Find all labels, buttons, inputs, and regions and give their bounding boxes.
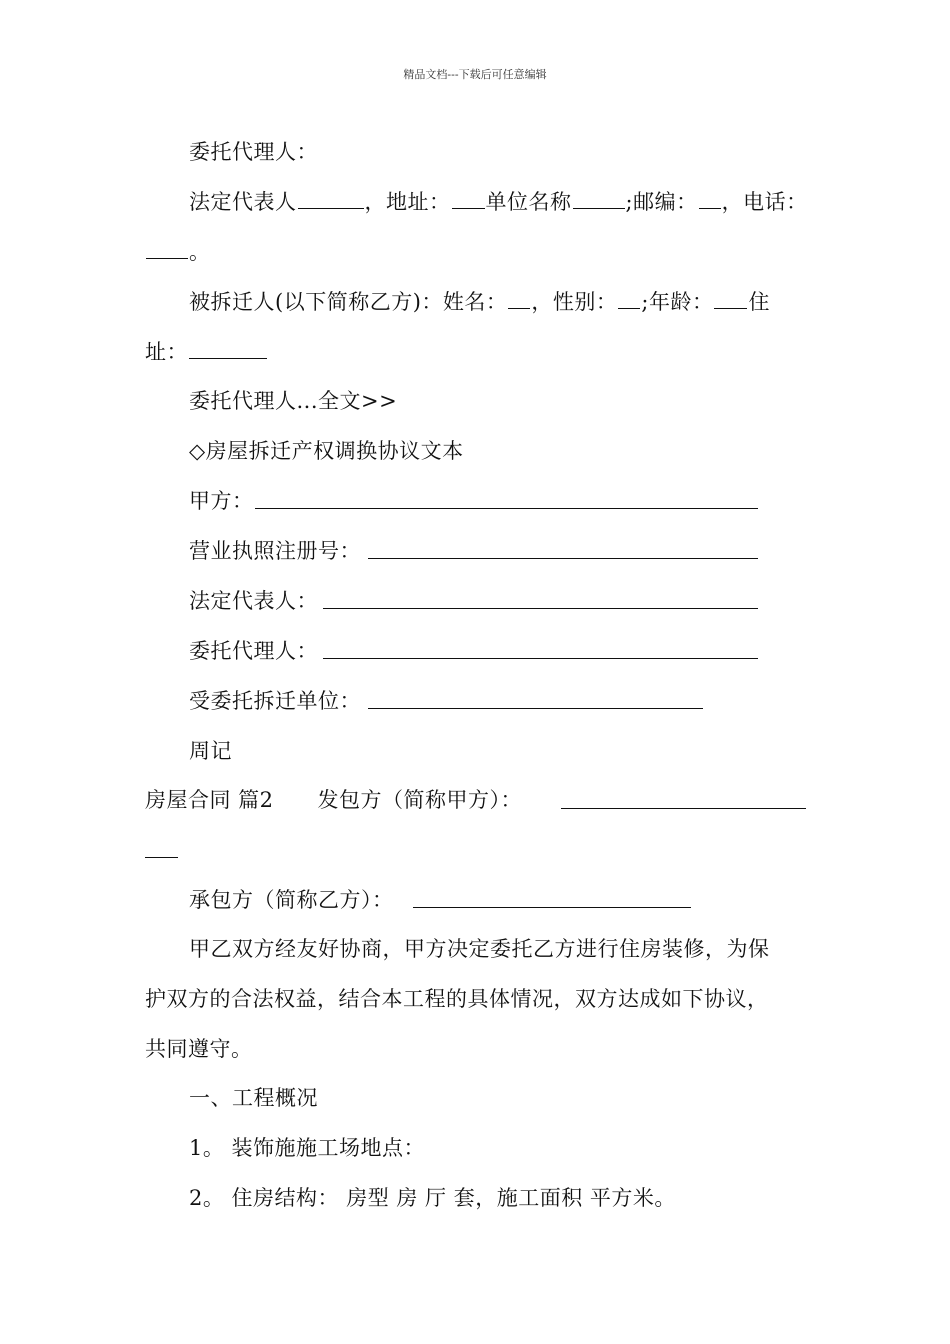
- age-label: ;年龄：: [641, 290, 714, 314]
- section-item-2-line: [189, 1184, 676, 1212]
- name-blank: [508, 290, 530, 309]
- legal-rep-blank: [298, 190, 364, 209]
- party-a-line: [189, 487, 254, 515]
- employer-label: 发包方（简称甲方）：: [317, 788, 523, 812]
- contract-title: 房屋合同 篇2: [145, 788, 274, 812]
- paragraph-line-2: [145, 985, 769, 1013]
- age-blank: [714, 290, 747, 309]
- unit-name-label: 单位名称: [485, 190, 572, 214]
- section-heading-line: [189, 1084, 318, 1112]
- license-label: 营业执照注册号：: [189, 539, 361, 563]
- section-item-2: 2。 住房结构： 房型 房 厅 套，施工面积 平方米。: [189, 1186, 676, 1210]
- weekly-note-line: [189, 737, 232, 765]
- unit-name-blank: [573, 190, 625, 209]
- relocatee-line: [189, 288, 770, 316]
- paragraph-text-3: 共同遵守。: [145, 1037, 253, 1061]
- contractor-blank: [413, 907, 691, 908]
- employer-blank: [561, 808, 806, 809]
- address-blank: [452, 190, 485, 209]
- full-text-link[interactable]: 委托代理人...全文>>: [189, 389, 398, 413]
- residence-label-part1: 住: [748, 290, 770, 314]
- agreement-title: ◇房屋拆迁产权调换协议文本: [189, 439, 464, 463]
- phone-continuation-line: [145, 238, 211, 266]
- paragraph-text-2: 护双方的合法权益，结合本工程的具体情况，双方达成如下协议，: [145, 987, 769, 1011]
- license-line: [189, 537, 361, 565]
- agreement-title-line: [189, 437, 464, 465]
- period-text: 。: [189, 240, 211, 264]
- license-blank: [368, 558, 758, 559]
- weekly-note: 周记: [189, 739, 232, 763]
- agent2-label: 委托代理人：: [189, 639, 318, 663]
- paragraph-line-1: [189, 935, 770, 963]
- residence-line: [145, 338, 268, 366]
- residence-label-part2: 址：: [145, 340, 188, 364]
- contractor-line: [189, 886, 394, 914]
- entrusted-unit-label: 受委托拆迁单位：: [189, 689, 361, 713]
- gender-blank: [618, 290, 640, 309]
- agent-label: 委托代理人：: [189, 140, 318, 164]
- agent2-line: [189, 637, 318, 665]
- postcode-blank: [699, 190, 721, 209]
- party-a-label: 甲方：: [189, 489, 254, 513]
- paragraph-text-1: 甲乙双方经友好协商，甲方决定委托乙方进行住房装修，为保: [189, 937, 770, 961]
- contractor-label: 承包方（简称乙方）：: [189, 888, 394, 912]
- contract-header-line: [145, 786, 522, 814]
- legal-rep-label: 法定代表人: [189, 190, 297, 214]
- section-item-1: 1。 装饰施施工场地点：: [189, 1136, 426, 1160]
- residence-blank: [189, 340, 267, 359]
- party-a-blank: [255, 508, 758, 509]
- page-header: 精品文档---下载后可任意编辑: [403, 68, 547, 81]
- legal-rep2-label: 法定代表人：: [189, 589, 318, 613]
- legal-rep2-line: [189, 587, 318, 615]
- postcode-label: ;邮编：: [625, 190, 698, 214]
- phone-label: ，电话：: [721, 190, 808, 214]
- paragraph-line-3: [145, 1035, 253, 1063]
- address-label: ，地址：: [364, 190, 451, 214]
- legal-rep-line: [189, 188, 808, 216]
- agent2-blank: [323, 658, 758, 659]
- gender-label: ，性别：: [531, 290, 618, 314]
- entrusted-unit-line: [189, 687, 361, 715]
- phone-blank: [146, 240, 188, 259]
- agent-line: [189, 138, 318, 166]
- relocatee-label: 被拆迁人(以下简称乙方)：姓名：: [189, 290, 508, 314]
- employer-blank-continued: [145, 857, 178, 858]
- entrusted-unit-blank: [368, 708, 703, 709]
- legal-rep2-blank: [323, 608, 758, 609]
- section-heading: 一、工程概况: [189, 1086, 318, 1110]
- full-text-link-line: [189, 387, 397, 415]
- section-item-1-line: [189, 1134, 425, 1162]
